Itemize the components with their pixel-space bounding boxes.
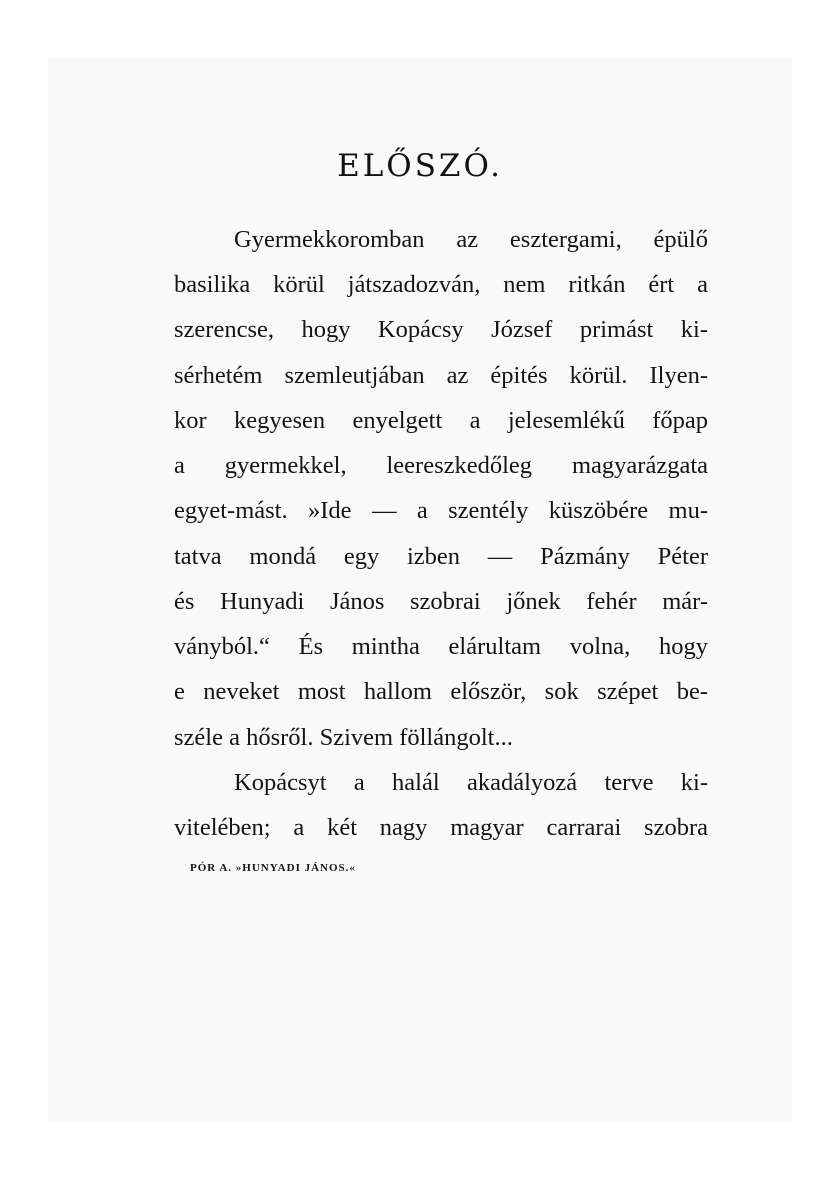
text-line: basilika körül játszadozván, nem ritkán ért a bbox=[174, 271, 708, 298]
text-line: kor kegyesen enyelgett a jelesemlékű főpap bbox=[174, 407, 708, 434]
page-title: ELŐSZÓ. bbox=[337, 148, 503, 184]
text-line: ványból.“ És mintha elárultam volna, hogy bbox=[174, 633, 708, 660]
text-line: szerencse, hogy Kopácsy József primást ki- bbox=[174, 316, 708, 343]
text-line: vitelében; a két nagy magyar carrarai szobra bbox=[174, 814, 708, 841]
text-line: sérhetém szemleutjában az épités körül. Ilyen- bbox=[174, 362, 708, 389]
text-line: és Hunyadi János szobrai jőnek fehér már- bbox=[174, 588, 708, 615]
signature-line: PÓR A. »HUNYADI JÁNOS.« bbox=[190, 862, 356, 874]
text-line: a gyermekkel, leereszkedőleg magyarázgata bbox=[174, 452, 708, 479]
text-line: e neveket most hallom először, sok szépet be- bbox=[174, 678, 708, 705]
text-line: egyet-mást. »Ide — a szentély küszöbére mu- bbox=[174, 497, 708, 524]
text-line: tatva mondá egy izben — Pázmány Péter bbox=[174, 543, 708, 570]
text-line: széle a hősről. Szivem föllángolt... bbox=[174, 724, 513, 751]
text-line: Kopácsyt a halál akadályozá terve ki- bbox=[234, 769, 708, 796]
text-line: Gyermekkoromban az esztergami, épülő bbox=[234, 226, 708, 253]
